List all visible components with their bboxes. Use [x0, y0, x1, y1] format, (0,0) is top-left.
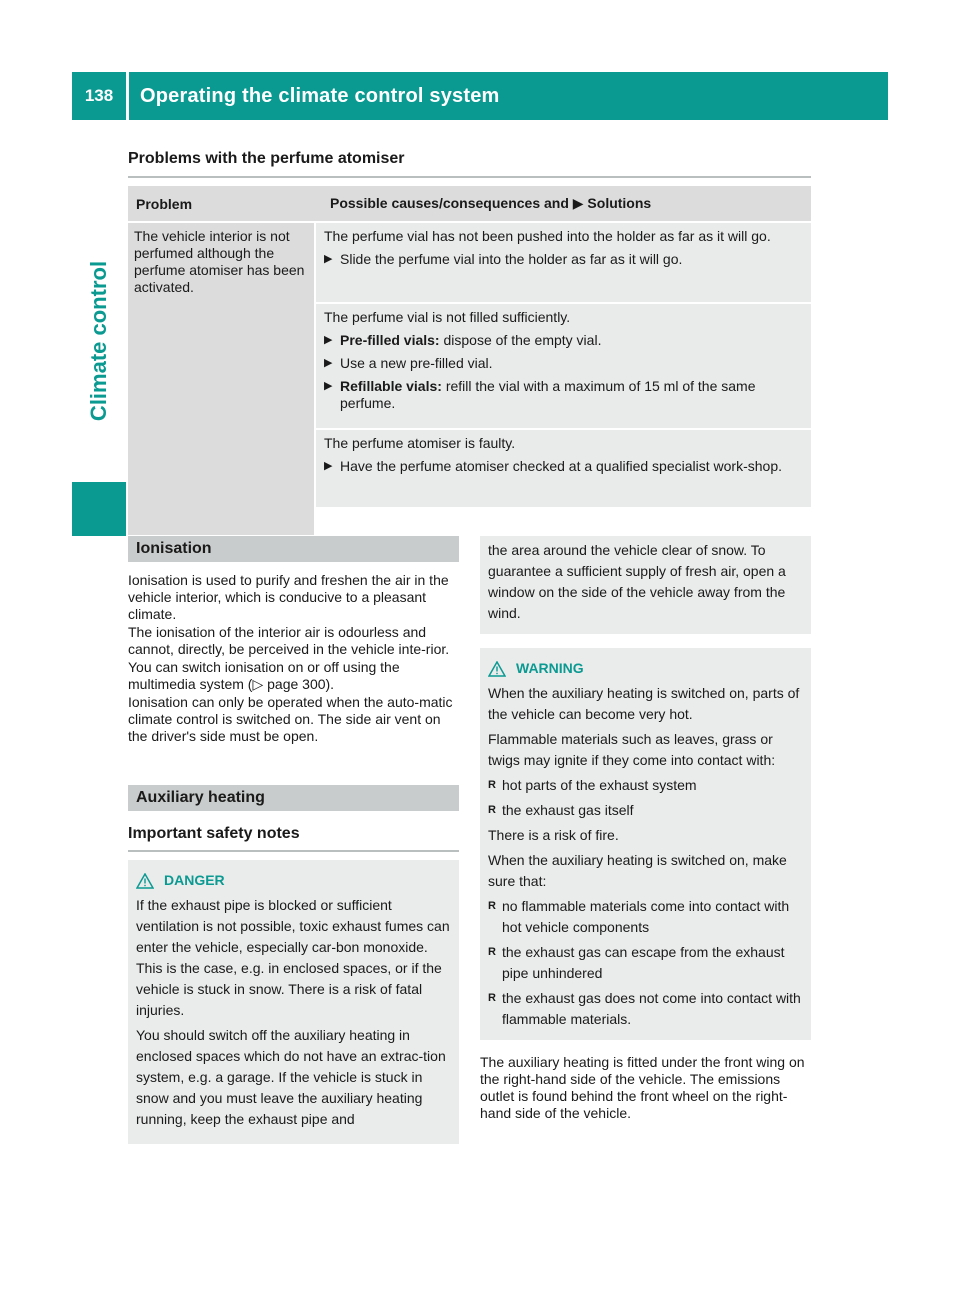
ionisation-paragraph: Ionisation is used to purify and freshen the air in the vehicle interior, which is conducive to a pleasant climate. [128, 572, 449, 622]
list-item [488, 988, 803, 1030]
list-item-text: hot parts of the exhaust system [502, 777, 697, 793]
aux-heating-heading: Auxiliary heating [128, 785, 459, 811]
cause-text: The perfume vial is not filled sufficiently. [324, 309, 571, 325]
list-item [488, 800, 803, 821]
page-header [72, 72, 888, 120]
arrow-icon: ▶ [324, 357, 333, 369]
cause-text: The perfume vial has not been pushed into the holder as far as it will go. [324, 228, 771, 244]
danger-text: You should switch off the auxiliary heating in enclosed spaces which do not have an extrac-tion system, e.g. a garage. If the vehicle is stuck in snow and you must leave the auxiliary heating running, keep the exhaust pipe and [136, 1027, 446, 1127]
bullet-icon: R [488, 946, 496, 958]
solution-step [324, 378, 803, 412]
list-item [488, 942, 803, 984]
step-text: Have the perfume atomiser checked at a qualified specialist work-shop. [340, 458, 782, 474]
warning-text: Flammable materials such as leaves, grass or twigs may ignite if they come into contact with: [488, 731, 776, 768]
step-bold: Pre-filled vials: [340, 332, 440, 348]
ionisation-paragraph: Ionisation can only be operated when the auto-matic climate control is switched on. The side air vent on the driver's side must be open. [128, 694, 453, 744]
step-text: Use a new pre-filled vial. [340, 355, 493, 371]
perfume-problems-table [128, 186, 811, 535]
list-item [488, 896, 803, 938]
page-number: 138 [84, 86, 114, 105]
ionisation-heading: Ionisation [128, 536, 459, 562]
side-tab [72, 205, 126, 477]
arrow-icon: ▶ [324, 460, 333, 472]
right-column [480, 536, 811, 1122]
problem-cell: The vehicle interior is not perfumed although the perfume atomiser has been activated. [128, 223, 314, 535]
header-divider [126, 72, 129, 120]
title-divider [128, 176, 811, 178]
danger-box [128, 860, 459, 1144]
side-tab-marker [72, 482, 126, 536]
step-text: Slide the perfume vial into the holder as far as it will go. [340, 251, 683, 267]
arrow-icon: ▶ [324, 334, 333, 346]
solution-step [324, 251, 803, 268]
solution-step [324, 332, 803, 349]
warning-text: When the auxiliary heating is switched on, parts of the vehicle can become very hot. [488, 685, 800, 722]
warning-triangle-icon [136, 873, 154, 889]
list-item [488, 775, 803, 796]
column-header-solutions: Possible causes/consequences and ▶ Solutions [330, 195, 652, 211]
warning-label: WARNING [516, 660, 584, 676]
danger-label: DANGER [164, 872, 225, 888]
ionisation-paragraph: The ionisation of the interior air is odourless and cannot, directly, be perceived in the vehicle inte-rior. [128, 624, 450, 657]
bullet-icon: R [488, 992, 496, 1004]
perfume-section-title: Problems with the perfume atomiser [128, 150, 405, 167]
warning-text: There is a risk of fire. [488, 827, 619, 843]
safety-notes-title: Important safety notes [128, 825, 459, 852]
list-item-text: the exhaust gas itself [502, 802, 634, 818]
list-item-text: the exhaust gas can escape from the exhaust pipe unhindered [502, 944, 785, 981]
solution-cell [316, 304, 811, 428]
step-text: refill the vial with a maximum of 15 ml of the same perfume. [340, 378, 756, 411]
chapter-title: Operating the climate control system [140, 84, 500, 107]
bullet-icon: R [488, 779, 496, 791]
solution-step [324, 458, 803, 475]
cause-text: The perfume atomiser is faulty. [324, 435, 516, 451]
column-header-problem: Problem [136, 195, 193, 212]
arrow-icon: ▶ [324, 380, 333, 392]
step-bold: Refillable vials: [340, 378, 442, 394]
bullet-icon: R [488, 900, 496, 912]
left-column [128, 536, 459, 1144]
danger-continuation-text: the area around the vehicle clear of snow. To guarantee a sufficient supply of fresh air, open a window on the side of the vehicle away from the wind. [488, 542, 786, 621]
danger-continuation-box [480, 536, 811, 634]
solution-cell [316, 223, 811, 302]
aux-closing-text: The auxiliary heating is fitted under the front wing on the right-hand side of the vehicle. The emissions outlet is found behind the front wheel on the right-hand side of the vehicle. [480, 1054, 805, 1121]
step-text: dispose of the empty vial. [439, 332, 602, 348]
side-tab-label: Climate control [86, 260, 112, 422]
danger-text: If the exhaust pipe is blocked or sufficient ventilation is not possible, toxic exhaust fumes can enter the vehicle, especially car-bon monoxide. This is the case, e.g. in enclosed spaces, or if the vehicle is stuck in snow. There is a risk of fatal injuries. [136, 897, 450, 1018]
list-item-text: the exhaust gas does not come into contact with flammable materials. [502, 990, 801, 1027]
solution-cell [316, 430, 811, 507]
list-item-text: no flammable materials come into contact with hot vehicle components [502, 898, 790, 935]
table-header [128, 186, 811, 221]
ionisation-paragraph: You can switch ionisation on or off using the multimedia system (▷ page 300). [128, 659, 400, 692]
warning-box [480, 648, 811, 1040]
warning-triangle-icon [488, 661, 506, 677]
solution-step [324, 355, 803, 372]
arrow-icon: ▶ [324, 253, 333, 265]
bullet-icon: R [488, 804, 496, 816]
warning-text: When the auxiliary heating is switched on, make sure that: [488, 852, 787, 889]
